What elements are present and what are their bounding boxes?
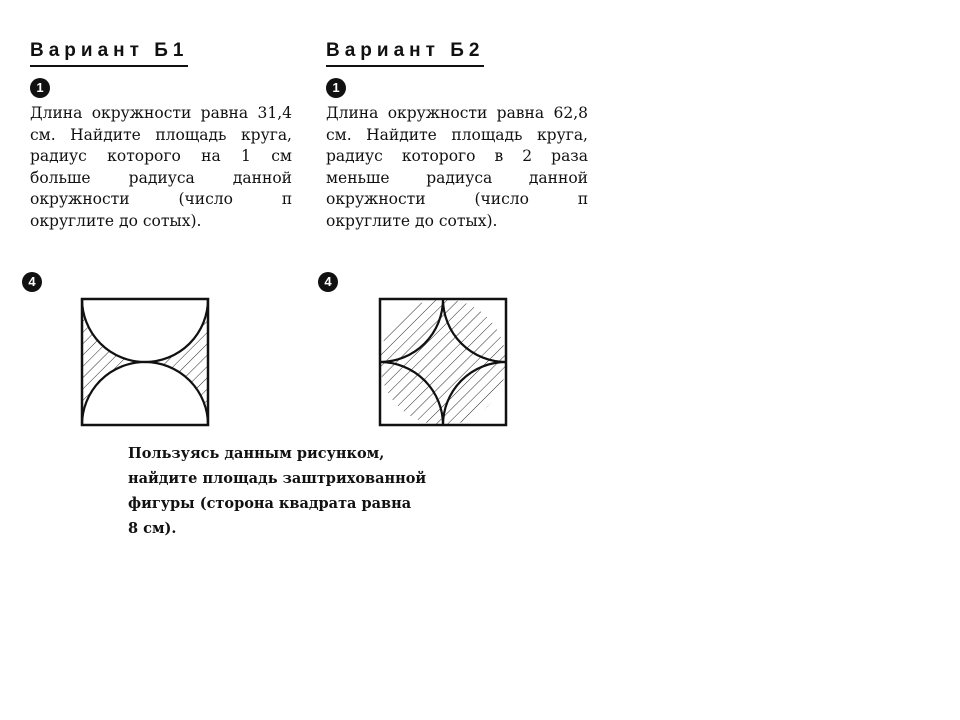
instruction-text [128, 441, 458, 541]
problem-number-badge: 4 [318, 272, 338, 292]
figure-b2-quarter-circles [378, 297, 510, 427]
instruction-line: Пользуясь данным рисунком, [128, 445, 385, 462]
problem-number-badge: 1 [30, 78, 50, 98]
instruction-line: фигуры (сторона квадрата равна [128, 495, 412, 512]
shaded-center-region [380, 299, 506, 425]
variant-b1-title: Вариант Б1 [30, 40, 188, 67]
variant-b2-problem1-text: Длина окружности равна 62,8 см. Найдите площадь круга, радиус которого в 2 раза меньше радиуса данной окружности (число π округлите до сотых). [326, 104, 588, 230]
problem-number-badge: 4 [22, 272, 42, 292]
figure-b1-semicircles [80, 297, 212, 427]
variant-b1-problem1-text: Длина окружности равна 31,4 см. Найдите площадь круга, радиус которого на 1 см больше радиуса данной окружности (число π округлите до сотых). [30, 104, 292, 230]
instruction-line: найдите площадь заштрихованной [128, 470, 427, 487]
variant-b2-title: Вариант Б2 [326, 40, 484, 67]
instruction-line: 8 см). [128, 520, 177, 537]
problem-number-badge: 1 [326, 78, 346, 98]
